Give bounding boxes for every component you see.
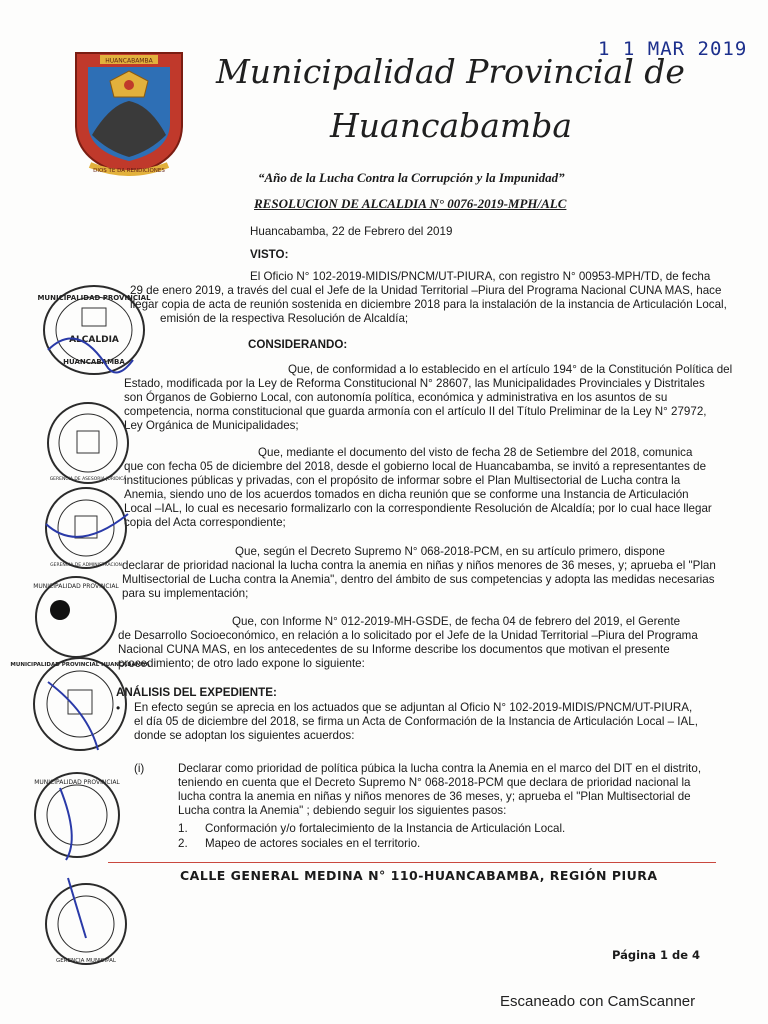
municipal-crest-logo (70, 45, 188, 177)
svg-text:MUNICIPALIDAD PROVINCIAL: MUNICIPALIDAD PROVINCIAL (33, 583, 119, 590)
visto-line: El Oficio N° 102-2019-MIDIS/PNCM/UT-PIURA, con registro N° 00953-MPH/TD, de fecha (250, 270, 711, 283)
paragraph-line: Estado, modificada por la Ley de Reforma Constitucional N° 28607, las Municipalidades Provinciales y Distritales (124, 377, 705, 390)
provincial-seal (28, 574, 124, 660)
footer-rule (108, 862, 716, 863)
visto-line: emisión de la respectiva Resolución de Alcaldía; (160, 312, 409, 325)
gerencia-seal (30, 768, 124, 862)
paragraph-line: Que, mediante el documento del visto de fecha 28 de Setiembre del 2018, comunica (258, 446, 693, 459)
footer-address: CALLE GENERAL MEDINA N° 110-HUANCABAMBA, REGIÓN PIURA (180, 868, 658, 883)
paragraph-line: Ley Orgánica de Municipalidades; (124, 419, 299, 432)
item-line: teniendo en cuenta que el Decreto Supremo N° 068-2018-PCM que declara de prioridad nacional la (178, 776, 691, 789)
paragraph-line: Local –IAL, lo cual es necesario formalizarlo con la correspondiente Resolución de Alcaldía; por lo cual hace llegar (124, 502, 712, 515)
analysis-line: donde se adoptan los siguientes acuerdos: (134, 729, 355, 742)
asesoria-juridica-seal (44, 400, 132, 486)
paragraph-line: que con fecha 05 de diciembre del 2018, desde el gobierno local de Huancabamba, se invitó a representantes de (124, 460, 707, 473)
svg-text:ALCALDIA: ALCALDIA (69, 335, 119, 345)
item-line: Declarar como prioridad de política púbica la lucha contra la Anemia en el marco del DIT en el distrito, (178, 762, 702, 775)
paragraph-line: Que, con Informe N° 012-2019-MH-GSDE, de fecha 04 de febrero del 2019, el Gerente (232, 615, 681, 628)
year-motto: “Año de la Lucha Contra la Corrupción y la Impunidad” (258, 170, 565, 185)
resolution-number: RESOLUCION DE ALCALDIA N° 0076-2019-MPH/ALC (254, 196, 567, 211)
paragraph-line: Anemia, siendo uno de los acuerdos tomados en dicha reunión que se conforme una Instancia de Articulación (124, 488, 689, 501)
bullet-point: • (116, 701, 121, 715)
paragraph-line: Nacional CUNA MAS, en los antecedentes de su Informe describe los documentos que motivan el presente (118, 643, 670, 656)
administracion-seal (38, 484, 134, 572)
date-received-stamp: 1 1 MAR 2019 (598, 38, 748, 60)
step-number: 2. (178, 837, 188, 850)
analysis-line: En efecto según se aprecia en los actuados que se adjuntan al Oficio N° 102-2019-MIDIS/PNCM/UT-PIURA, (134, 701, 693, 714)
paragraph-line: para su implementación; (122, 587, 249, 600)
svg-text:MUNICIPALIDAD PROVINCIAL: MUNICIPALIDAD PROVINCIAL (34, 779, 120, 786)
item-line: Lucha contra la Anemia" ; debiendo seguir los siguientes pasos: (178, 804, 507, 817)
visto-heading: VISTO: (250, 248, 289, 261)
visto-line: llegar copia de acta de reunión sostenida en diciembre 2018 para la instalación de la instancia de Articulación Local, (130, 298, 727, 311)
paragraph-line: de Desarrollo Socioeconómico, en relación a lo solicitado por el Jefe de la Unidad Territorial –Piura del Programa (118, 629, 698, 642)
svg-text:MUNICIPALIDAD PROVINCIAL HUANC: MUNICIPALIDAD PROVINCIAL HUANCABAMBA (10, 662, 150, 668)
place-date: Huancabamba, 22 de Febrero del 2019 (250, 225, 453, 238)
considerando-heading: CONSIDERANDO: (248, 338, 348, 351)
svg-text:GERENCIA MUNICIPAL: GERENCIA MUNICIPAL (56, 958, 116, 964)
paragraph-line: Que, de conformidad a lo establecido en el artículo 194° de la Constitución Política del (288, 363, 733, 376)
svg-text:HUANCABAMBA: HUANCABAMBA (105, 57, 153, 65)
paragraph-line: son Órganos de Gobierno Local, con autonomía política, económica y administrativa en los asuntos de su (124, 391, 668, 404)
svg-text:GERENCIA DE ADMINISTRACION: GERENCIA DE ADMINISTRACION (50, 563, 122, 568)
svg-text:GERENCIA DE ASESORIA JURIDICA: GERENCIA DE ASESORIA JURIDICA (49, 477, 127, 482)
huancabamba-seal (10, 652, 150, 756)
page-number: Página 1 de 4 (612, 948, 701, 962)
paragraph-line: declarar de prioridad nacional la lucha contra la anemia en niñas y niños menores de 36 meses, y; aprueba el "Plan (122, 559, 716, 572)
item-line: lucha contra la anemia en niñas y niños menores de 36 meses, y; aprueba el "Plan Multisectorial de (178, 790, 691, 803)
paragraph-line: competencia, norma constitucional que guarda armonía con el artículo II del Título Preliminar de la Ley N° 27972, (124, 405, 707, 418)
analisis-heading: ANÁLISIS DEL EXPEDIENTE: (116, 686, 277, 699)
step-number: 1. (178, 822, 188, 835)
paragraph-line: Que, según el Decreto Supremo N° 068-2018-PCM, en su artículo primero, dispone (235, 545, 665, 558)
analysis-line: el día 05 de diciembre del 2018, se firma un Acta de Conformación de la Instancia de Articulación Local – IAL, (134, 715, 698, 728)
step-text: Conformación y/o fortalecimiento de la Instancia de Articulación Local. (205, 822, 566, 835)
municipality-title-line1: Municipalidad Provincial de (216, 52, 685, 91)
gerencia-municipal-seal (40, 878, 132, 970)
svg-text:MUNICIPALIDAD PROVINCIAL: MUNICIPALIDAD PROVINCIAL (37, 294, 151, 302)
paragraph-line: Multisectorial de Lucha contra la Anemia", dentro del ámbito de sus competencias y adopta las medidas necesarias (122, 573, 715, 586)
svg-text:DIOS TE DA RENDICIONES: DIOS TE DA RENDICIONES (93, 168, 165, 174)
municipality-title-line2: Huancabamba (330, 106, 573, 145)
paragraph-line: copia del Acta correspondiente; (124, 516, 286, 529)
scanner-watermark: Escaneado con CamScanner (500, 993, 696, 1010)
paragraph-line: procedimiento; de otro lado expone lo siguiente: (118, 657, 365, 670)
paragraph-line: instituciones públicas y privadas, con el propósito de informar sobre el Plan Multisectorial de Lucha contra la (124, 474, 681, 487)
alcaldia-seal (38, 280, 150, 380)
visto-line: 29 de enero 2019, a través del cual el Jefe de la Unidad Territorial –Piura del Programa Nacional CUNA MAS, hace (130, 284, 722, 297)
svg-text:HUANCABAMBA: HUANCABAMBA (63, 358, 125, 366)
item-marker: (i) (134, 762, 145, 775)
step-text: Mapeo de actores sociales en el territorio. (205, 837, 421, 850)
